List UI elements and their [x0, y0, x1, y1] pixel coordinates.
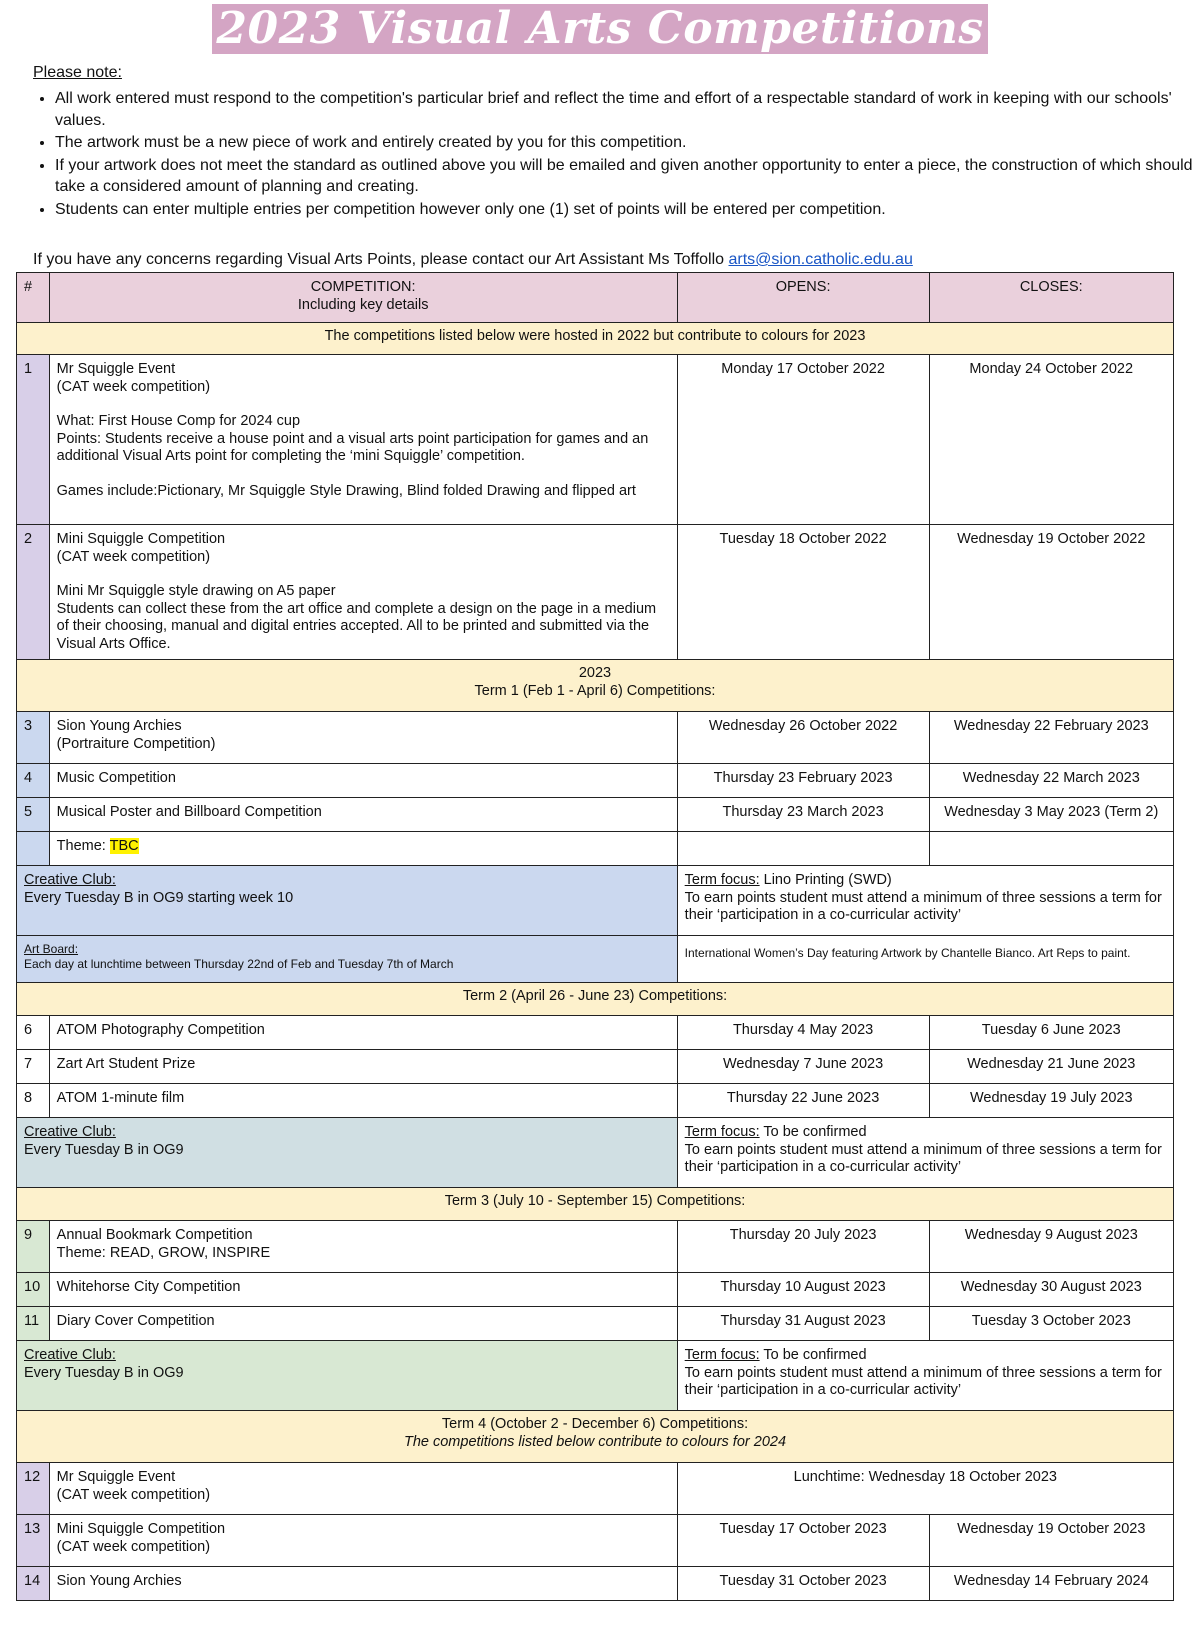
header-closes: CLOSES: — [929, 273, 1174, 323]
closes-date: Wednesday 14 February 2024 — [929, 1567, 1174, 1601]
competition-title: Whitehorse City Competition — [49, 1273, 677, 1307]
opens-date: Monday 17 October 2022 — [677, 355, 929, 525]
closes-date: Tuesday 6 June 2023 — [929, 1016, 1174, 1050]
opens-date-empty — [677, 832, 929, 866]
header-num: # — [17, 273, 50, 323]
competition-cell — [49, 355, 677, 525]
row-number: 3 — [17, 712, 50, 764]
table-row — [17, 355, 1174, 525]
art-board-note: International Women’s Day featuring Artwork by Chantelle Bianco. Art Reps to paint. — [677, 936, 1173, 983]
competition-subtitle: (CAT week competition) — [56, 548, 211, 565]
band-term2 — [17, 983, 1174, 1016]
creative-club-detail: Every Tuesday B in OG9 — [24, 1364, 184, 1381]
competition-title: Diary Cover Competition — [49, 1307, 677, 1341]
competition-subtitle: (CAT week competition) — [56, 1538, 211, 1555]
note-heading: Please note: — [33, 64, 122, 81]
contact-line — [33, 251, 913, 269]
art-board-label: Art Board: — [24, 942, 79, 956]
creative-club-detail: Every Tuesday B in OG9 — [24, 1141, 184, 1158]
term-focus-line — [685, 1124, 1166, 1142]
term3-label: Term 3 (July 10 - September 15) Competitions: — [17, 1188, 1174, 1221]
term1-band-cell — [17, 660, 1174, 712]
opens-date: Wednesday 7 June 2023 — [677, 1050, 929, 1084]
competition-cell — [49, 525, 677, 660]
closes-date: Wednesday 21 June 2023 — [929, 1050, 1174, 1084]
closes-date: Wednesday 3 May 2023 (Term 2) — [929, 798, 1174, 832]
theme-cell — [49, 832, 677, 866]
band-2022-text: The competitions listed below were hosted in 2022 but contribute to colours for 2023 — [17, 323, 1174, 355]
term-focus-detail: To earn points student must attend a minimum of three sessions a term for their ‘participation in a co-curricular activity’ — [684, 1364, 1162, 1398]
table-row — [17, 764, 1174, 798]
art-board-detail: Each day at lunchtime between Thursday 22nd of Feb and Tuesday 7th of March — [24, 957, 454, 971]
competition-cell — [49, 1463, 677, 1515]
opens-date: Tuesday 31 October 2023 — [677, 1567, 929, 1601]
term-focus-value: Lino Printing (SWD) — [759, 872, 892, 888]
closes-date: Wednesday 30 August 2023 — [929, 1273, 1174, 1307]
row-number: 11 — [17, 1307, 50, 1341]
theme-label: Theme: — [56, 838, 110, 854]
closes-date: Wednesday 9 August 2023 — [929, 1221, 1174, 1273]
opens-date: Thursday 23 March 2023 — [677, 798, 929, 832]
competition-subtitle: (CAT week competition) — [56, 378, 211, 395]
term-focus-detail: To earn points student must attend a minimum of three sessions a term for their ‘participation in a co-curricular activity’ — [684, 1141, 1162, 1175]
term-focus-value: To be confirmed — [759, 1124, 867, 1140]
competition-title: Music Competition — [49, 764, 677, 798]
competition-description: Mini Mr Squiggle style drawing on A5 paper — [56, 583, 336, 599]
contact-text: If you have any concerns regarding Visual Arts Points, please contact our Art Assistant Ms Toffollo — [33, 251, 729, 268]
table-row — [17, 525, 1174, 660]
term-focus-label: Term focus: — [684, 1124, 760, 1140]
competitions-table — [16, 272, 1174, 1601]
opens-date: Thursday 20 July 2023 — [677, 1221, 929, 1273]
theme-value: TBC — [109, 838, 139, 854]
creative-club-cell — [17, 866, 678, 936]
band-term3 — [17, 1188, 1174, 1221]
table-row — [17, 1515, 1174, 1567]
opens-date: Tuesday 18 October 2022 — [677, 525, 929, 660]
row-number: 12 — [17, 1463, 50, 1515]
competition-what: What: First House Comp for 2024 cup — [56, 413, 301, 429]
closes-date: Wednesday 22 February 2023 — [929, 712, 1174, 764]
contact-email-link[interactable]: arts@sion.catholic.edu.au — [728, 251, 913, 268]
term1-label: Term 1 (Feb 1 - April 6) Competitions: — [474, 682, 716, 699]
notes-list — [33, 88, 1200, 221]
term1-year: 2023 — [578, 665, 612, 681]
closes-date: Monday 24 October 2022 — [929, 355, 1174, 525]
table-row — [17, 832, 1174, 866]
competition-title: Annual Bookmark Competition — [56, 1227, 253, 1243]
creative-club-label: Creative Club: — [24, 1124, 116, 1140]
competition-cell — [49, 1515, 677, 1567]
creative-club-cell — [17, 1341, 678, 1411]
band-term1 — [17, 660, 1174, 712]
row-number: 7 — [17, 1050, 50, 1084]
table-row — [17, 1084, 1174, 1118]
club-row — [17, 866, 1174, 936]
competition-points: Points: Students receive a house point and a visual arts point participation for games and an additional Visual Arts point for completing the ‘mini Squiggle’ competition. — [56, 430, 649, 464]
term-focus-cell — [677, 1341, 1173, 1411]
row-number: 14 — [17, 1567, 50, 1601]
table-row — [17, 1016, 1174, 1050]
row-number-empty — [17, 832, 50, 866]
page-title: 2023 Visual Arts Competitions — [212, 4, 987, 54]
club-row — [17, 1118, 1174, 1188]
competition-subtitle: (Portraiture Competition) — [56, 735, 216, 752]
competition-title: Sion Young Archies — [56, 718, 182, 734]
row-number: 10 — [17, 1273, 50, 1307]
term4-band-cell — [17, 1411, 1174, 1463]
creative-club-detail: Every Tuesday B in OG9 starting week 10 — [24, 889, 294, 906]
table-row — [17, 1463, 1174, 1515]
note-item: • All work entered must respond to the competition's particular brief and reflect the time and effort of a respectable standard of work in keeping with our schools' values. — [55, 88, 1200, 131]
table-row — [17, 1567, 1174, 1601]
row-number: 6 — [17, 1016, 50, 1050]
competition-theme: Theme: READ, GROW, INSPIRE — [56, 1244, 271, 1261]
note-item: • The artwork must be a new piece of work and entirely created by you for this competition. — [55, 132, 1200, 154]
term4-note: The competitions listed below contribute to colours for 2024 — [403, 1433, 787, 1450]
competition-title: Mr Squiggle Event — [56, 1469, 176, 1485]
row-number: 13 — [17, 1515, 50, 1567]
competition-title: Mini Squiggle Competition — [56, 531, 226, 547]
opens-date: Thursday 31 August 2023 — [677, 1307, 929, 1341]
table-row — [17, 1307, 1174, 1341]
art-board-cell — [17, 936, 678, 983]
note-item: • Students can enter multiple entries per competition however only one (1) set of points will be entered per competition. — [55, 199, 1200, 221]
competition-title: Musical Poster and Billboard Competition — [49, 798, 677, 832]
competition-title: ATOM Photography Competition — [49, 1016, 677, 1050]
competition-games: Games include:Pictionary, Mr Squiggle Style Drawing, Blind folded Drawing and flipped art — [56, 482, 636, 499]
row-number: 4 — [17, 764, 50, 798]
competition-title: ATOM 1-minute film — [49, 1084, 677, 1118]
competition-subtitle: (CAT week competition) — [56, 1486, 211, 1503]
artboard-row — [17, 936, 1174, 983]
opens-date: Thursday 10 August 2023 — [677, 1273, 929, 1307]
row-number: 5 — [17, 798, 50, 832]
term-focus-line — [685, 1347, 1166, 1365]
opens-date: Wednesday 26 October 2022 — [677, 712, 929, 764]
closes-date: Tuesday 3 October 2023 — [929, 1307, 1174, 1341]
term-focus-line — [685, 872, 1166, 890]
row-number: 2 — [17, 525, 50, 660]
closes-date: Wednesday 19 October 2022 — [929, 525, 1174, 660]
term-focus-value: To be confirmed — [759, 1347, 867, 1363]
header-opens: OPENS: — [677, 273, 929, 323]
table-row — [17, 712, 1174, 764]
term4-label: Term 4 (October 2 - December 6) Competitions: — [441, 1416, 749, 1432]
table-row — [17, 1221, 1174, 1273]
creative-club-cell — [17, 1118, 678, 1188]
term-focus-label: Term focus: — [684, 1347, 760, 1363]
header-competition-sub: Including key details — [297, 296, 429, 313]
row-number: 9 — [17, 1221, 50, 1273]
creative-club-label: Creative Club: — [24, 1347, 116, 1363]
term-focus-cell — [677, 866, 1173, 936]
row-number: 8 — [17, 1084, 50, 1118]
closes-date: Wednesday 19 October 2023 — [929, 1515, 1174, 1567]
term-focus-label: Term focus: — [684, 872, 760, 888]
competition-description: Students can collect these from the art office and complete a design on the page in a medium of their choosing, manual and digital entries accepted. All to be printed and submitted via the Visual Arts Office. — [56, 600, 657, 652]
creative-club-label: Creative Club: — [24, 872, 116, 888]
header-competition-label: COMPETITION: — [310, 279, 416, 295]
competition-title: Mr Squiggle Event — [56, 361, 176, 377]
event-time: Lunchtime: Wednesday 18 October 2023 — [677, 1463, 1173, 1515]
table-header-row — [17, 273, 1174, 323]
term-focus-cell — [677, 1118, 1173, 1188]
closes-date: Wednesday 19 July 2023 — [929, 1084, 1174, 1118]
table-row — [17, 1050, 1174, 1084]
competition-cell — [49, 712, 677, 764]
opens-date: Tuesday 17 October 2023 — [677, 1515, 929, 1567]
table-row — [17, 1273, 1174, 1307]
band-2022 — [17, 323, 1174, 355]
opens-date: Thursday 22 June 2023 — [677, 1084, 929, 1118]
row-number: 1 — [17, 355, 50, 525]
competition-title: Mini Squiggle Competition — [56, 1521, 226, 1537]
band-term4 — [17, 1411, 1174, 1463]
competition-title: Zart Art Student Prize — [49, 1050, 677, 1084]
header-competition — [49, 273, 677, 323]
title-wrap — [0, 0, 1200, 56]
note-item: • If your artwork does not meet the standard as outlined above you will be emailed and given another opportunity to enter a piece, the construction of which should take a considered amount of planning and creating. — [55, 155, 1200, 198]
opens-date: Thursday 23 February 2023 — [677, 764, 929, 798]
table-row — [17, 798, 1174, 832]
opens-date: Thursday 4 May 2023 — [677, 1016, 929, 1050]
closes-date: Wednesday 22 March 2023 — [929, 764, 1174, 798]
term2-label: Term 2 (April 26 - June 23) Competitions: — [17, 983, 1174, 1016]
term-focus-detail: To earn points student must attend a minimum of three sessions a term for their ‘participation in a co-curricular activity’ — [684, 889, 1162, 923]
competition-cell — [49, 1221, 677, 1273]
competition-title: Sion Young Archies — [49, 1567, 677, 1601]
club-row — [17, 1341, 1174, 1411]
closes-date-empty — [929, 832, 1174, 866]
